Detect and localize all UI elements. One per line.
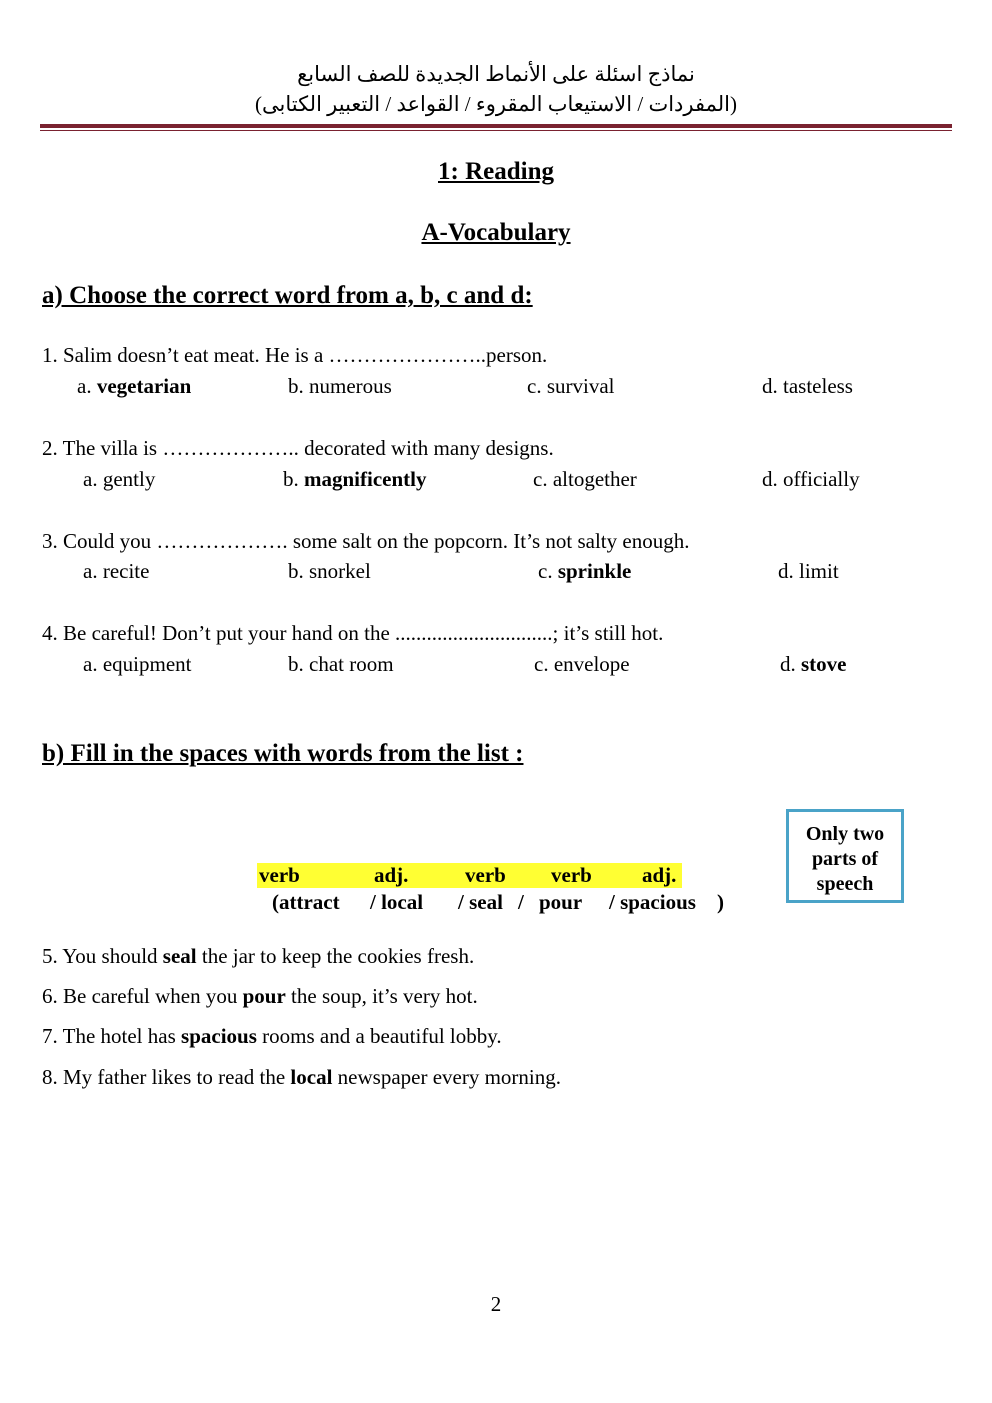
note-box: Only two parts of speech: [786, 809, 904, 903]
word-list-item-7: ): [717, 890, 724, 914]
pos-label-3: verb: [465, 863, 506, 887]
pos-label-4: verb: [551, 863, 592, 887]
pos-label-1: verb: [259, 863, 300, 887]
question-3-option-a: a. recite: [83, 559, 150, 583]
question-1-option-b: b. numerous: [288, 374, 392, 398]
word-list-item-2: / local: [370, 890, 424, 914]
question-4-stem: 4. Be careful! Don’t put your hand on the ..............................; it’s still hot.: [42, 621, 664, 645]
word-list-item-3: / seal: [458, 890, 503, 914]
question-2-stem: 2. The villa is ……………….. decorated with many designs.: [42, 436, 554, 460]
question-1-option-c: c. survival: [527, 374, 615, 398]
header-line-2: (المفردات / الاستيعاب المقروء / القواعد / التعبير الكتابى): [255, 92, 737, 116]
pos-label-2: adj.: [374, 863, 409, 887]
sentence-5: 5. You should seal the jar to keep the cookies fresh.: [42, 944, 475, 968]
section-b-title: b) Fill in the spaces with words from the list :: [42, 740, 524, 767]
header-line-1: نماذج اسئلة على الأنماط الجديدة للصف السابع: [297, 62, 695, 86]
sentence-6: 6. Be careful when you pour the soup, it’s very hot.: [42, 984, 478, 1008]
question-3-stem: 3. Could you ………………. some salt on the popcorn. It’s not salty enough.: [42, 529, 690, 553]
word-list-item-1: (attract: [272, 890, 340, 914]
question-2-option-d: d. officially: [762, 467, 860, 491]
question-2-option-a: a. gently: [83, 467, 156, 491]
question-2-option-c: c. altogether: [533, 467, 637, 491]
sentence-8: 8. My father likes to read the local newspaper every morning.: [42, 1065, 562, 1089]
question-1-option-a: a. vegetarian: [77, 374, 192, 398]
question-3-option-b: b. snorkel: [288, 559, 371, 583]
sentence-7: 7. The hotel has spacious rooms and a beautiful lobby.: [42, 1024, 502, 1048]
vocabulary-title: A-Vocabulary: [421, 219, 571, 246]
question-4-option-d: d. stove: [780, 652, 847, 676]
question-4-option-c: c. envelope: [534, 652, 630, 676]
pos-label-5: adj.: [642, 863, 677, 887]
page-number: 2: [490, 1292, 502, 1316]
header-rule-thin: [40, 130, 952, 131]
question-3-option-d: d. limit: [778, 559, 839, 583]
question-3-option-c: c. sprinkle: [538, 559, 632, 583]
question-2-option-b: b. magnificently: [283, 467, 427, 491]
word-list-item-6: / spacious: [609, 890, 696, 914]
question-1-stem: 1. Salim doesn’t eat meat. He is a …………………..person.: [42, 343, 548, 367]
word-list-item-5: pour: [539, 890, 583, 914]
section-a-title: a) Choose the correct word from a, b, c and d:: [42, 282, 533, 309]
question-1-option-d: d. tasteless: [762, 374, 853, 398]
question-4-option-a: a. equipment: [83, 652, 192, 676]
header-rule-thick: [40, 124, 952, 128]
word-list-item-4: /: [518, 890, 524, 914]
question-4-option-b: b. chat room: [288, 652, 394, 676]
reading-title: 1: Reading: [438, 158, 554, 185]
